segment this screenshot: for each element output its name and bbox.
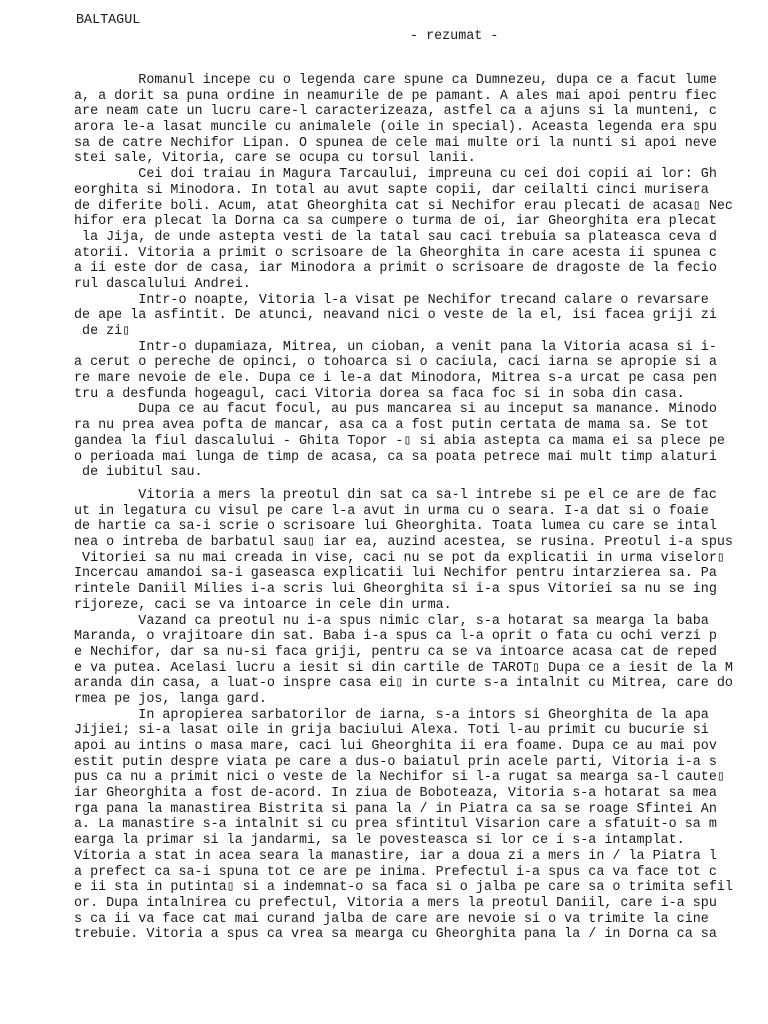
text-line: e va putea. Acelasi lucru a iesit si din cartile de TAROT▯ Dupa ce a iesit de la M <box>74 660 733 676</box>
text-line: estit putin despre viata pe care a dus-o baiatul prin acele parti, Vitoria i-a s <box>74 754 717 770</box>
text-line: Cei doi traiau in Magura Tarcaului, impreuna cu cei doi copii ai lor: Gh <box>74 167 717 183</box>
text-line: de zi▯ <box>74 324 131 339</box>
text-line: rmea pe jos, langa gard. <box>74 691 267 707</box>
text-line: a, a dorit sa puna ordine in neamurile de pe pamant. A ales mai apoi pentru fiec <box>74 88 717 104</box>
text-line: trebuie. Vitoria a spus ca vrea sa mearga cu Gheorghita pana la / in Dorna ca sa <box>74 927 717 943</box>
text-line: s ca ii va face cat mai curand jalba de care are nevoie si o va trimite la cine <box>74 911 709 927</box>
text-line: ut in legatura cu visul pe care l-a avut in urma cu o seara. I-a dat si o foaie <box>74 503 709 519</box>
text-line: In apropierea sarbatorilor de iarna, s-a intors si Gheorghita de la apa <box>74 707 709 723</box>
text-line: nea o intreba de barbatul sau▯ iar ea, auzind acestea, se rusina. Preotul i-a spus <box>74 535 733 551</box>
text-line: e Nechifor, dar sa nu-si faca griji, pentru ca se va intoarce acasa cat de reped <box>74 644 717 660</box>
text-line: sa de catre Nechifor Lipan. O spunea de cele mai multe ori la nunti si apoi neve <box>74 135 717 151</box>
document-title: BALTAGUL <box>76 13 141 28</box>
text-line: de iubitul sau. <box>74 465 203 481</box>
text-line: or. Dupa intalnirea cu prefectul, Vitoria a mers la preotul Daniil, care i-a spu <box>74 895 717 911</box>
text-line: Jijiei; si-a lasat oile in grija baciului Alexa. Toti l-au primit cu bucurie si <box>74 723 709 739</box>
text-line: de hartie ca sa-i scrie o scrisoare lui Gheorghita. Toata lumea cu care se intal <box>74 519 717 535</box>
text-line: hifor era plecat la Dorna ca sa cumpere o turma de oi, iar Gheorghita era plecat <box>74 214 717 230</box>
text-line: Vitoriei sa nu mai creada in vise, caci nu se pot da explicatii in urma viselor▯ <box>74 550 725 566</box>
text-line: gandea la fiul dascalului - Ghita Topor -▯ si abia astepta ca mama ei sa plece pe <box>74 433 725 449</box>
text-line: atorii. Vitoria a primit o scrisoare de la Gheorghita in care acesta ii spunea c <box>74 245 717 261</box>
text-line: de ape la asfintit. De atunci, neavand nici o veste de la el, isi facea griji zi <box>74 308 717 324</box>
text-block-2 <box>74 488 768 943</box>
text-line: apoi au intins o masa mare, caci lui Gheorghita ii era foame. Dupa ce au mai pov <box>74 739 717 754</box>
text-line: Maranda, o vrajitoare din sat. Baba i-a spus ca l-a oprit o fata cu ochi verzi p <box>74 629 717 645</box>
text-line: Romanul incepe cu o legenda care spune ca Dumnezeu, dupa ce a facut lume <box>74 73 717 88</box>
text-line: rul dascalului Andrei. <box>74 276 251 292</box>
text-line: a cerut o pereche de opinci, o tohoarca si o caciula, caci iarna se apropie si a <box>74 355 717 371</box>
text-line: ra nu prea avea pofta de mancar, asa ca a fost putin certata de mama sa. Se tot <box>74 418 709 434</box>
text-line: arora le-a lasat muncile cu animalele (oile in special). Aceasta legenda era spu <box>74 120 717 136</box>
text-line: eorghita si Minodora. In total au avut sapte copii, dar ceilalti cinci murisera <box>74 182 709 198</box>
text-line: iar Gheorghita a fost de-acord. In ziua de Boboteaza, Vitoria s-a hotarat sa mea <box>74 786 717 802</box>
text-line: a ii este dor de casa, iar Minodora a primit o scrisoare de dragoste de la fecio <box>74 261 717 277</box>
text-line: pus ca nu a primit nici o veste de la Nechifor si l-a rugat sa mearga sa-l caute▯ <box>74 770 725 786</box>
text-line: e ii sta in putinta▯ si a indemnat-o sa faca si o jalba pe care sa o trimita sefil <box>74 880 733 896</box>
text-block-1 <box>74 73 768 481</box>
text-line: o perioada mai lunga de timp de acasa, ca sa poata petrece mai mult timp alaturi <box>74 449 717 465</box>
text-line: Vazand ca preotul nu i-a spus nimic clar, s-a hotarat sa mearga la baba <box>74 613 709 629</box>
text-line: la Jija, de unde astepta vesti de la tatal sau caci trebuia sa plateasca ceva d <box>74 229 717 245</box>
text-line: a. La manastire s-a intalnit si cu prea sfintitul Visarion care a sfatuit-o sa m <box>74 817 717 833</box>
document-subtitle: - rezumat - <box>410 29 499 44</box>
text-line: earga la primar si la jandarmi, sa le povesteasca si lor ce i s-a intamplat. <box>74 833 685 849</box>
text-line: Intr-o noapte, Vitoria l-a visat pe Nechifor trecand calare o revarsare <box>74 292 709 308</box>
text-line: a prefect ca sa-i spuna tot ce are pe inima. Prefectul i-a spus ca va face tot c <box>74 864 717 880</box>
text-line: de diferite boli. Acum, atat Gheorghita cat si Nechifor erau plecati de acasa▯ Nec <box>74 198 733 214</box>
text-line: rga pana la manastirea Bistrita si pana la / in Piatra ca sa se roage Sfintei An <box>74 801 717 817</box>
text-line: are neam cate un lucru care-l caracterizeaza, astfel ca a ajuns si la munteni, c <box>74 104 717 120</box>
text-line: Intr-o dupamiaza, Mitrea, un cioban, a venit pana la Vitoria acasa si i- <box>74 339 717 355</box>
text-line: tru a desfunda hogeagul, caci Vitoria dorea sa faca foc si in soba din casa. <box>74 386 685 402</box>
text-line: stei sale, Vitoria, care se ocupa cu torsul lanii. <box>74 151 476 167</box>
text-line: Vitoria a mers la preotul din sat ca sa-l intrebe si pe el ce are de fac <box>74 488 717 503</box>
text-line: Vitoria a stat in acea seara la manastire, iar a doua zi a mers in / la Piatra l <box>74 848 717 864</box>
text-line: Incercau amandoi sa-i gaseasca explicatii lui Nechifor pentru intarzierea sa. Pa <box>74 566 717 582</box>
text-line: aranda din casa, a luat-o inspre casa ei▯ in curte s-a intalnit cu Mitrea, care do <box>74 676 733 692</box>
text-line: Dupa ce au facut focul, au pus mancarea si au inceput sa manance. Minodo <box>74 402 717 418</box>
text-line: rijoreze, caci se va intoarce in cele din urma. <box>74 597 452 613</box>
text-line: rintele Daniil Milies i-a scris lui Gheorghita si i-a spus Vitoriei sa nu se ing <box>74 582 717 598</box>
text-line: re mare nevoie de ele. Dupa ce i le-a dat Minodora, Mitrea s-a urcat pe casa pen <box>74 371 717 387</box>
